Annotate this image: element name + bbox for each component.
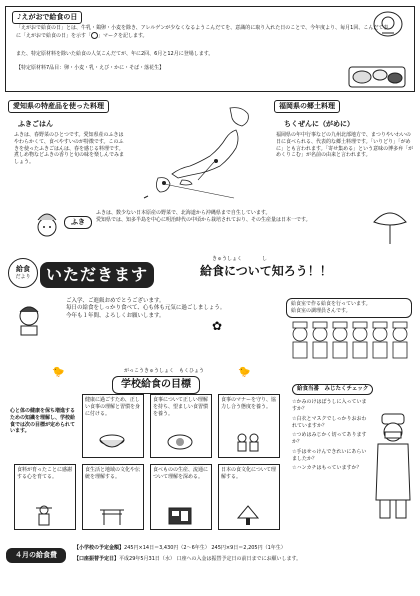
greeting-line-3: 今年も１年間、よろしくお願いします。	[66, 312, 165, 319]
goal-card-4: 食料が育ったことに感謝する心を育てる。	[14, 464, 76, 530]
food-plate-illustration	[372, 9, 404, 39]
egao-para3: 【特定原材料7品目：卵・小麦・乳・えび・かに・そば・落花生】	[16, 65, 165, 71]
goals-grid	[6, 394, 286, 534]
flower-icon: ✿	[212, 319, 223, 333]
itadakimasu-logo: いただきます	[40, 262, 154, 288]
fee-label: ４月の給食費	[6, 548, 66, 563]
fee-line-1: 【小学校の予定金額】245円×14日＝3,430円（2〜6年生） 245円×9日＝2,205円（1年生）	[74, 545, 286, 551]
goal-card-6: 食べものの生産、流通について理解を深める。	[150, 464, 212, 530]
fuki-label: ふき	[64, 216, 92, 229]
fukuoka-text: 福岡県の年中行事などの九州北部地方で、まつりやいわいの日に食べられる、代表的な郷土料理です。「いりどり」「がめに」とも言われます。「寄せ集める」という意味の博多弁「がめくりこむ」が名前の由来と言われます。	[276, 132, 414, 159]
goal-intro: 心と体の健康を保ち増進するための知識を理解し、学校給食では次の目標が定められています。	[10, 408, 76, 435]
chikuzenni-title: ちくぜんに（がめに）	[284, 120, 354, 128]
goal-card-3: 食事のマナーを守り、協力し合う態度を養う。	[218, 394, 280, 458]
check-item-5: ☆ハンカチはもっていますか？	[292, 465, 362, 472]
kitchen-staff-illustration	[290, 318, 410, 360]
bird-icon-2: 🐤	[238, 367, 251, 378]
greeting-line-2: 毎日の給食をしっかり食べて、心も体も元気に過ごしましょう。	[66, 305, 226, 312]
greeting-box	[50, 298, 240, 320]
lunch-badge: 給食 だより	[8, 258, 38, 288]
shrine-icon	[98, 504, 126, 526]
egao-para2: また、特定原材料を除いた給食の人気こんだてが、年に2回、6月と12月に登場します。	[16, 51, 214, 57]
goals-title: 学校給食の目標	[112, 376, 200, 394]
goal-card-2: 食事について正しい理解を持ち、望ましい食習慣を養う。	[150, 394, 212, 458]
fuki-info	[6, 208, 414, 246]
kitchen-bubble: 給食室で作る給食を行っています。 給食室の調理員さんです。	[286, 298, 412, 318]
egao-section	[5, 6, 415, 92]
children-icon	[234, 432, 262, 452]
fuki-gohan-title: ふきごはん	[18, 120, 53, 128]
heading-ruby: きゅうしょく し	[212, 256, 268, 262]
egao-title: ♪えがおで給食の日	[12, 11, 82, 24]
checklist	[292, 384, 414, 534]
checklist-title: 給食当番 みじたくチェック	[292, 384, 373, 395]
fuki-text: ふきは、数少ない日本原産の野菜で、北海道から沖縄県まで自生しています。 愛知県では、知多半島を中心に明治時代の中頃から栽培されており、その生産量は日本一です。	[96, 210, 311, 223]
lunch-tray-illustration	[348, 61, 406, 89]
fukuoka-heading: 福岡県の郷土料理	[274, 100, 340, 113]
goal-card-1: 健康に過ごすため、正しい食事の理解と習慣を身に付ける。	[82, 394, 144, 458]
tree-icon	[234, 504, 262, 526]
bird-icon: 🐤	[52, 367, 65, 378]
lunch-duty-child-illustration	[372, 412, 414, 522]
lunch-girl-illustration	[12, 302, 46, 336]
bento-icon	[166, 504, 194, 526]
fee-line-2: 【口座振替予定日】平成29年5月31日（水） 口座への入金は振替予定日の前日までにお願いします。	[74, 556, 302, 562]
greeting-line-1: ご入学、ご進級おめでとうございます。	[66, 298, 165, 304]
check-item-1: ☆かみのけはぼうしに入っていますか？	[292, 399, 367, 413]
goal-card-5: 食生活と地域の文化や伝統を理解する。	[82, 464, 144, 530]
egao-para1: 「えがおで給食の日」とは、牛乳・鶏卵・小麦を除き、アレルゲンが少なくなるようこんだてを、意識的に取り入れた日のことで、今年度より、毎月1回、こんだて表に「えがおで給食の日」を示す「 」マークを記します。	[16, 25, 389, 39]
rice-bowl-icon	[98, 432, 126, 452]
egao-mark-icon	[91, 32, 98, 39]
check-item-4: ☆手はせっけんできれいにあらいましたか？	[292, 448, 367, 462]
goals-ruby: がっこうきゅうしょく もくひょう	[124, 368, 205, 374]
farmer-icon	[30, 504, 58, 526]
aichi-text: ふきは、春野菜のひとつです。愛知県産のふきはやわらかくて、食べやすいのが特徴です。このふきを使ったふきごはんは、春を感じる料理です。 煮しめ物などふきの香りと旬の味を楽しんでみましょう。	[14, 132, 125, 165]
aichi-heading: 愛知県の特産品を使った料理	[8, 100, 109, 113]
kyushoku-heading: 給食について知ろう！！	[200, 264, 332, 278]
goal-card-7: 日本の食文化について理解する。	[218, 464, 280, 530]
fuki-leaf-illustration	[372, 208, 408, 246]
check-item-3: ☆つめはみじかく切ってありますか？	[292, 432, 367, 446]
plate-icon	[166, 432, 194, 452]
fuki-character-illustration	[34, 210, 60, 240]
check-item-2: ☆白衣とマスクでしっかりおおわれていますか？	[292, 415, 367, 429]
japan-map	[138, 104, 278, 202]
